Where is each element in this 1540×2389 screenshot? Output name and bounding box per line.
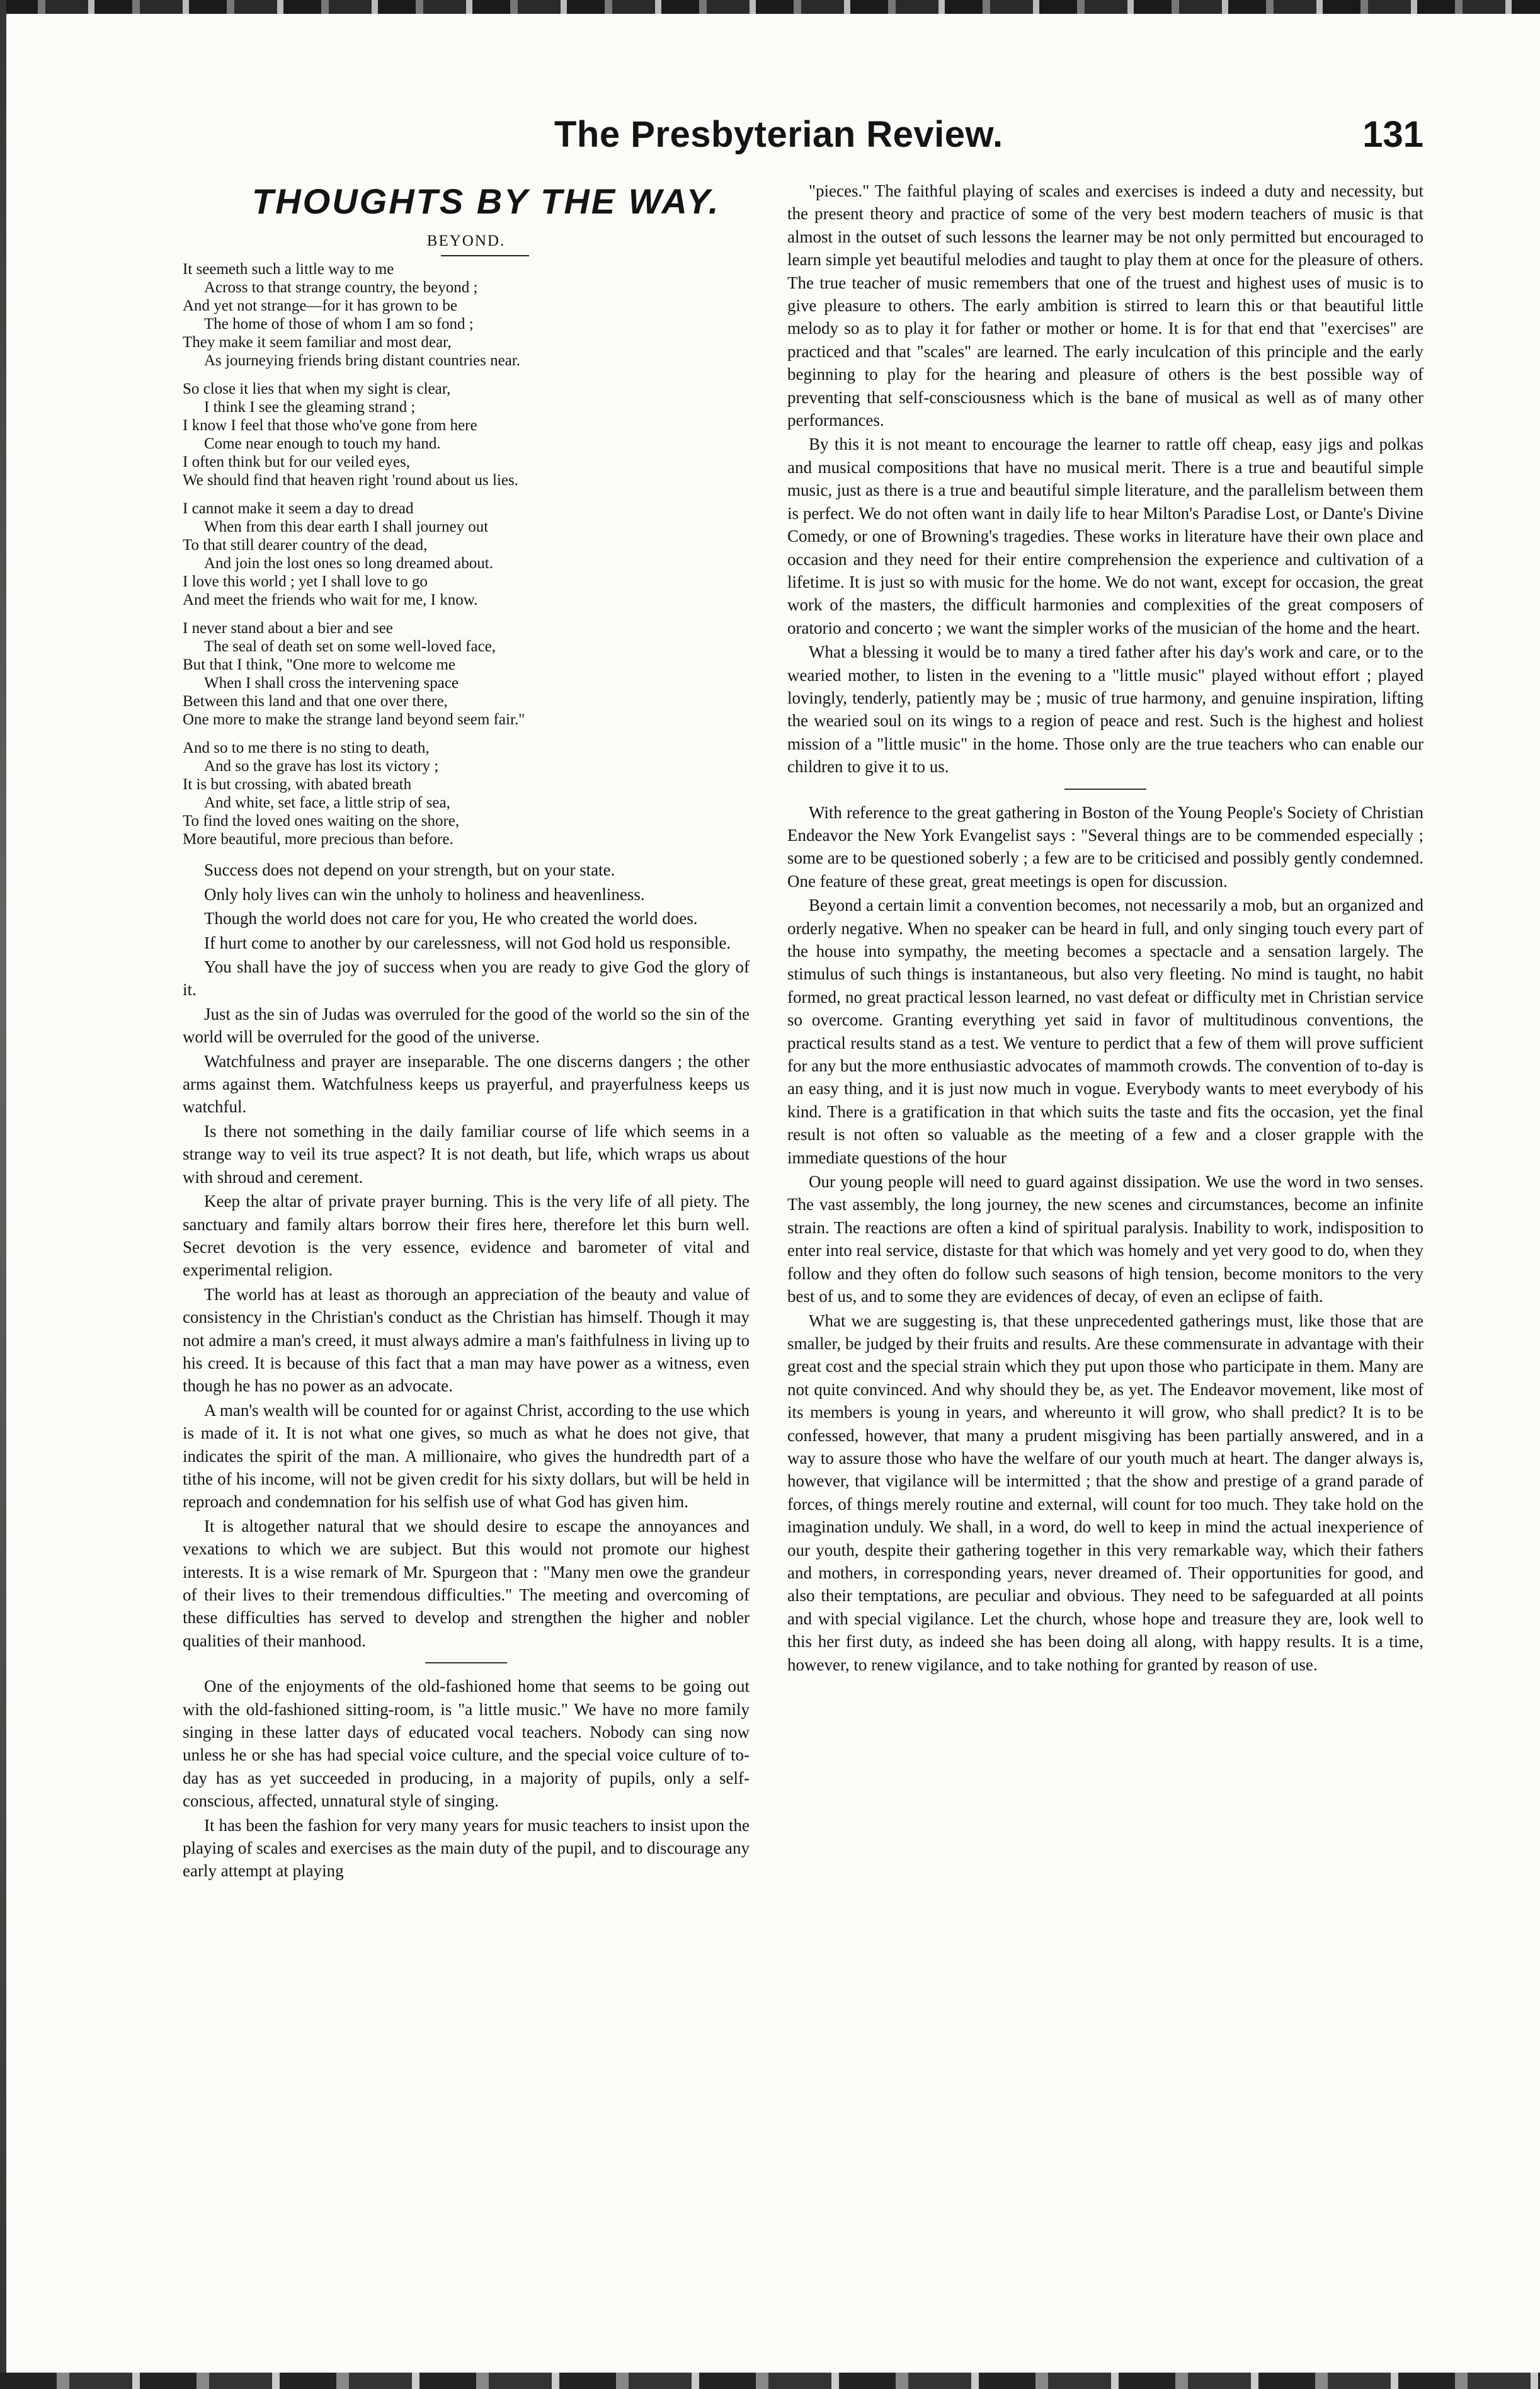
section-divider bbox=[1064, 789, 1146, 790]
poem-line: And join the lost ones so long dreamed about. bbox=[204, 555, 493, 573]
paragraph: What a blessing it would be to many a tired father after his day's work and care, or to the wearied mother, to listen in the evening to a "little music" played without effort ; played lovingly, tenderly, patiently may be ; music of true harmony, and genuine inspiration, lifting the wearied soul on its wings to a region of peace and rest. Such is the highest and holiest mission of a "little music" in the home. Those only are the true teachers who can enable our children to give it to us. bbox=[787, 642, 1423, 777]
top-scan-edge bbox=[0, 0, 1540, 14]
poem-stanza bbox=[183, 619, 750, 729]
paragraph: If hurt come to another by our carelessness, will not God hold us responsible. bbox=[204, 933, 731, 952]
poem-line: To find the loved ones waiting on the shore, bbox=[183, 812, 460, 830]
bottom-scan-edge bbox=[0, 2373, 1540, 2389]
poem-line: And so to me there is no sting to death, bbox=[183, 739, 430, 757]
paragraph: What we are suggesting is, that these unprecedented gatherings must, like those that are smaller, be judged by their fruits and results. Are these commensurate in advantage with their great cost and the special strain which they put upon those who participate in them. Many are not quite convinced. And why should they be, as yet. The Endeavor movement, like most of its members is young in years, and whereunto it will grow, who shall predict? It is to be confessed, however, that many a prudent misgiving has been partially answered, and in a way to assure those who have the welfare of our youth much at heart. The danger always is, however, that vigilance will be intermitted ; that the show and prestige of a grand parade of forces, of things merely routine and external, will count for too much. They take hold on the imagination unduly. We shall, in a word, do well to keep in mind the actual inexperience of our youth, despite their gathering together in this very remarkable way, which their fathers and mothers, in corresponding years, never dreamed of. Their opportunities for good, and also their temptations, are peculiar and obvious. They need to be safeguarded at all points and with special vigilance. Let the church, whose hope and treasure they are, look well to this her first duty, as indeed she has been doing all along, with happy results. It is a time, however, to renew vigilance, and to take nothing for granted by reason of use. bbox=[787, 1311, 1423, 1674]
paragraph: It is altogether natural that we should desire to escape the annoyances and vexations to which we are subject. But this would not promote our highest interests. It is a wise remark of Mr. Spurgeon that : "Many men owe the grandeur of their lives to their tremendous difficulties." The meeting and overcoming of these difficulties has served to develop and strengthen the higher and nobler qualities of their manhood. bbox=[183, 1516, 750, 1650]
paragraph: Is there not something in the daily familiar course of life which seems in a strange way to veil its true aspect? It is not death, but life, which wraps us about with shroud and cerement. bbox=[183, 1121, 750, 1187]
poem-line: But that I think, "One more to welcome me bbox=[183, 656, 456, 674]
poem-line: When from this dear earth I shall journey out bbox=[204, 518, 489, 536]
poem-line: I know I feel that those who've gone from here bbox=[183, 417, 477, 435]
paragraph: Just as the sin of Judas was overruled for the good of the world so the sin of the world will be overruled for the good of the universe. bbox=[183, 1004, 750, 1047]
poem-line: And meet the friends who wait for me, I know. bbox=[183, 591, 478, 609]
poem-title: BEYOND. bbox=[426, 232, 506, 249]
poem-line: We should find that heaven right 'round about us lies. bbox=[183, 472, 518, 489]
journal-title: The Presbyterian Review. bbox=[554, 114, 1003, 155]
poem-line: So close it lies that when my sight is clear, bbox=[183, 380, 451, 398]
poem-line: I think I see the gleaming strand ; bbox=[204, 399, 416, 416]
poem-line: It is but crossing, with abated breath bbox=[183, 776, 412, 794]
paragraph: Keep the altar of private prayer burning. This is the very life of all piety. The sanctuary and family altars borrow their fires here, therefore let this burn well. Secret devotion is the very essence, evidence and barometer of vital and experimental religion. bbox=[183, 1192, 750, 1280]
poem-line: One more to make the strange land beyond seem fair." bbox=[183, 711, 525, 729]
paragraph: One of the enjoyments of the old-fashioned home that seems to be going out with the old-fashioned sitting-room, is "a little music." We have no more family singing in these latter days of educated vocal teachers. Nobody can sing now unless he or she has had special voice culture, and the special voice culture of to-day has as yet succeeded in producing, in a majority of pupils, only a self-conscious, affected, unnatural style of singing. bbox=[183, 1677, 750, 1811]
paragraph: Watchfulness and prayer are inseparable. The one discerns dangers ; the other arms against them. Watchfulness keeps us prayerful, and prayerfulness keeps us watchful. bbox=[183, 1051, 750, 1117]
left-column bbox=[183, 180, 750, 1884]
poem-stanza bbox=[183, 739, 750, 848]
paragraph: It has been the fashion for very many years for music teachers to insist upon the playing of scales and exercises as the main duty of the pupil, and to discourage any early attempt at playing bbox=[183, 1815, 750, 1881]
poem-line: The seal of death set on some well-loved face, bbox=[204, 638, 496, 656]
poem-line: And white, set face, a little strip of sea, bbox=[204, 794, 450, 812]
poem-line: More beautiful, more precious than before. bbox=[183, 831, 453, 848]
poem-line: Across to that strange country, the beyond ; bbox=[204, 279, 478, 297]
poem-title-rule bbox=[441, 255, 529, 256]
poem-line: I often think but for our veiled eyes, bbox=[183, 453, 411, 471]
paragraph: Though the world does not care for you, He who created the world does. bbox=[204, 909, 698, 928]
poem-line: I love this world ; yet I shall love to go bbox=[183, 573, 428, 591]
poem-stanza bbox=[183, 380, 750, 489]
poem-line: And so the grave has lost its victory ; bbox=[204, 758, 439, 775]
paragraph: Our young people will need to guard against dissipation. We use the word in two senses. The vast assembly, the long journey, the new scenes and circumstances, become an infinite strain. The reactions are often a kind of spiritual paralysis. Inability to work, indisposition to enter into real service, distaste for that which was homely and yet very good to do, when they follow and they often do follow such seasons of high tension, become monitors to the very best of us, and to some they are evidences of decay, of even an eclipse of faith. bbox=[787, 1172, 1423, 1306]
poem-stanza bbox=[183, 499, 750, 609]
poem-line: I never stand about a bier and see bbox=[183, 620, 393, 637]
poem-line: Come near enough to touch my hand. bbox=[204, 435, 441, 453]
poem-line: And yet not strange—for it has grown to be bbox=[183, 297, 458, 315]
poem-line: The home of those of whom I am so fond ; bbox=[204, 316, 474, 333]
poem-line: I cannot make it seem a day to dread bbox=[183, 500, 414, 518]
paragraph: Beyond a certain limit a convention becomes, not necessarily a mob, but an organized and orderly negative. When no speaker can be heard in full, and only singing touch every part of the house into sympathy, the meeting becomes a spectacle and a sensation largely. The stimulus of such things is instantaneous, but also very fleeting. No mind is taught, no habit formed, no great practical lesson learned, no vast defeat or difficulty met in Christian service so overcome. Granting everything yet said in favor of multitudinous conventions, the practical results stand as a test. We venture to perdict that a few of them will prove sufficient for any but the more enthusiastic advocates of mammoth crowds. The convention of to-day is an easy thing, and it is just now much in vogue. Everybody wants to meet everybody of his kind. There is a gratification in that which suits the taste and fits the occasion, yet the final result is not often so valuable as the meeting of a few and a closer grapple with the immediate questions of the hour bbox=[787, 896, 1423, 1167]
poem-line: When I shall cross the intervening space bbox=[204, 675, 459, 692]
paragraph: You shall have the joy of success when you are ready to give God the glory of it. bbox=[183, 957, 750, 1000]
paragraph: Only holy lives can win the unholy to holiness and heavenliness. bbox=[204, 884, 645, 904]
paragraph: A man's wealth will be counted for or against Christ, according to the use which is made of it. It is not what one gives, so much as what he does not give, that indicates the spirit of the man. A millionaire, who gives the hundredth part of a tithe of his income, will not be given credit for his sixty dollars, but will be held in reproach and condemnation for his selfish use of what God has given him. bbox=[183, 1400, 750, 1512]
paragraph: Success does not depend on your strength, but on your state. bbox=[204, 860, 615, 880]
poem-line: It seemeth such a little way to me bbox=[183, 261, 394, 278]
section-title: THOUGHTS BY THE WAY. bbox=[252, 181, 721, 221]
paragraph: With reference to the great gathering in Boston of the Young People's Society of Christian Endeavor the New York Evangelist says : "Several things are to be commended especially ; some are to be questioned soberly ; a few are to be criticised and possibly gently condemned. One feature of these great, great meetings is open for discussion. bbox=[787, 802, 1423, 891]
poem-line: They make it seem familiar and most dear, bbox=[183, 334, 452, 351]
section-divider bbox=[425, 1662, 507, 1663]
poem bbox=[183, 260, 750, 848]
left-scan-edge bbox=[0, 0, 6, 2389]
paragraph: By this it is not meant to encourage the learner to rattle off cheap, easy jigs and polkas and musical compositions that have no musical merit. There is a true and beautiful simple music, just as there is a true and beautiful simple literature, and the parallelism between them is perfect. We do not often want in daily life to hear Milton's Paradise Lost, or Dante's Divine Comedy, or one of Browning's tragedies. These works in literature have their own place and occasion and they need for their entire comprehension the experience and cultivation of a lifetime. It is just so with music for the home. We do not want, except for occasion, the great work of the masters, the difficult harmonies and complexities of the great composers of oratorio and concerto ; we want the simpler works of the musician of the home and the heart. bbox=[787, 435, 1423, 637]
right-column bbox=[787, 180, 1423, 1677]
poem-stanza bbox=[183, 260, 750, 370]
page-header bbox=[554, 113, 1423, 164]
paragraph: "pieces." The faithful playing of scales and exercises is indeed a duty and necessity, but the present theory and practice of some of the very best modern teachers of music is that almost in the outset of such lessons the learner may be not only permitted but encouraged to learn simple yet beautiful melodies and taught to play them at once for the pleasure of others. The true teacher of music remembers that one of the truest and highest uses of music is to give pleasure to others. The early ambition is stirred to learn this or that beautiful little melody so as to play it for father or mother or home. It is for that end that "exercises" are practiced and that "scales" are learned. The early inculcation of this principle and the early beginning to play for the hearing and pleasure of others is the best possible way of preventing that self-consciousness which is the bane of musical as well as of many other performances. bbox=[787, 181, 1423, 430]
poem-line: As journeying friends bring distant countries near. bbox=[204, 352, 520, 370]
page-number: 131 bbox=[1362, 114, 1423, 155]
poem-line: Between this land and that one over there, bbox=[183, 693, 448, 710]
poem-line: To that still dearer country of the dead, bbox=[183, 537, 428, 554]
paragraph: The world has at least as thorough an appreciation of the beauty and value of consistency in the Christian's conduct as the Christian has himself. Though it may not admire a man's creed, it must always admire a man's faithfulness in living up to his creed. It is because of this fact that a man may have power as a witness, even though he has no power as an advocate. bbox=[183, 1284, 750, 1396]
